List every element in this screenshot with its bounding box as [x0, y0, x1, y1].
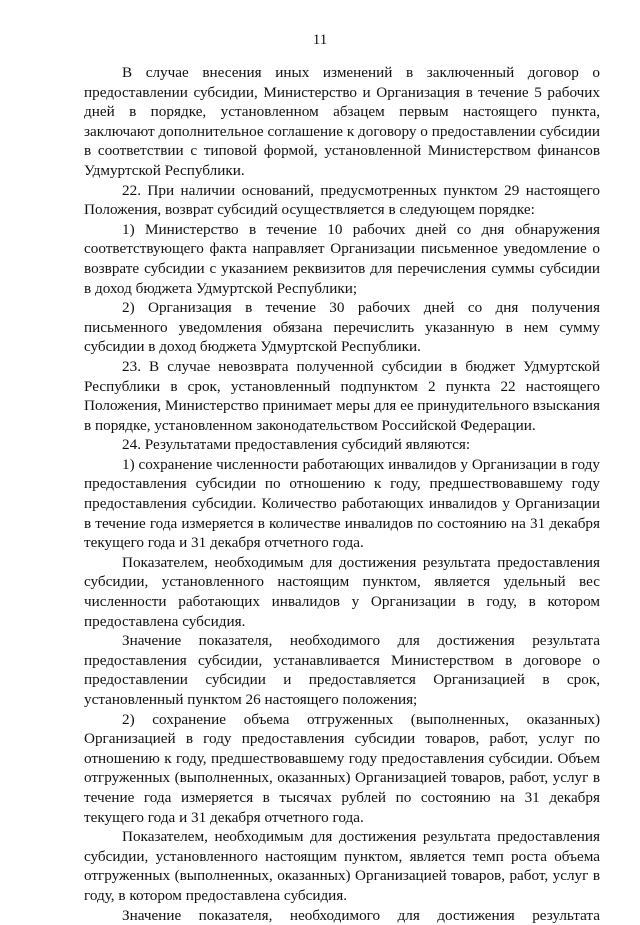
paragraph-indicator-1: Показателем, необходимым для достижения результата предоставления субсидии, установленного настоящим пунктом, является удельный вес численности работающих инвалидов у Организации в году, в котором предоставлена субсидия. [84, 553, 600, 630]
paragraph-22-item-1: 1) Министерство в течение 10 рабочих дней со дня обнаружения соответствующего факта направляет Организации письменное уведомление о возврате субсидии с указанием реквизитов для перечисления суммы субсидии в доход бюджета Удмуртской Республики; [84, 220, 600, 297]
paragraph-22-item-2: 2) Организация в течение 30 рабочих дней со дня получения письменного уведомления обязана перечислить указанную в нем сумму субсидии в доход бюджета Удмуртской Республики. [84, 299, 600, 356]
document-body [84, 63, 600, 925]
paragraph-indicator-1-value: Значение показателя, необходимого для достижения результата предоставления субсидии, устанавливается Министерством в договоре о предоставлении субсидии и предоставляется Организацией в срок, установленный пунктом 26 настоящего положения; [84, 632, 600, 708]
paragraph-amendment-agreement: В случае внесения иных изменений в заключенный договор о предоставлении субсидии, Министерство и Организация в течение 5 рабочих дней в порядке, установленном абзацем первым настоящего пункта, заключают дополнительное соглашение к договору о предоставлении субсидии в соответствии с типовой формой, установленной Министерством финансов Удмуртской Республики. [84, 64, 600, 179]
paragraph-24-item-1: 1) сохранение численности работающих инвалидов у Организации в году предоставления субсидии по отношению к году, предшествовавшему году предоставления субсидии. Количество работающих инвалидов у Организации в течение года измеряется в количестве инвалидов по состоянию на 31 декабря текущего года и 31 декабря отчетного года. [84, 455, 600, 552]
page-number: 11 [312, 32, 328, 48]
paragraph-24-item-2: 2) сохранение объема отгруженных (выполненных, оказанных) Организацией в году предоставления субсидии товаров, работ, услуг по отношению к году, предшествовавшему году предоставления субсидии. Объем отгруженных (выполненных, оказанных) Организацией товаров, работ, услуг в течение года измеряется в тысячах рублей по состоянию на 31 декабря текущего года и 31 декабря отчетного года. [84, 710, 600, 826]
paragraph-24-results: 24. Результатами предоставления субсидий являются: [122, 436, 471, 454]
paragraph-indicator-2-value: Значение показателя, необходимого для достижения результата [122, 906, 600, 924]
paragraph-23-non-return: 23. В случае невозврата полученной субсидии в бюджет Удмуртской Республики в срок, установленный подпунктом 2 пункта 22 настоящего Положения, Министерство принимает меры для ее принудительного взыскания в порядке, установленном законодательством Российской Федерации. [84, 357, 600, 434]
paragraph-indicator-2: Показателем, необходимым для достижения результата предоставления субсидии, установленного настоящим пунктом, является темп роста объема отгруженных (выполненных, оказанных) Организацией товаров, работ, услуг в году, в котором предоставлена субсидия. [84, 828, 600, 904]
paragraph-22-return-procedure: 22. При наличии оснований, предусмотренных пунктом 29 настоящего Положения, возврат субсидий осуществляется в следующем порядке: [84, 181, 600, 219]
